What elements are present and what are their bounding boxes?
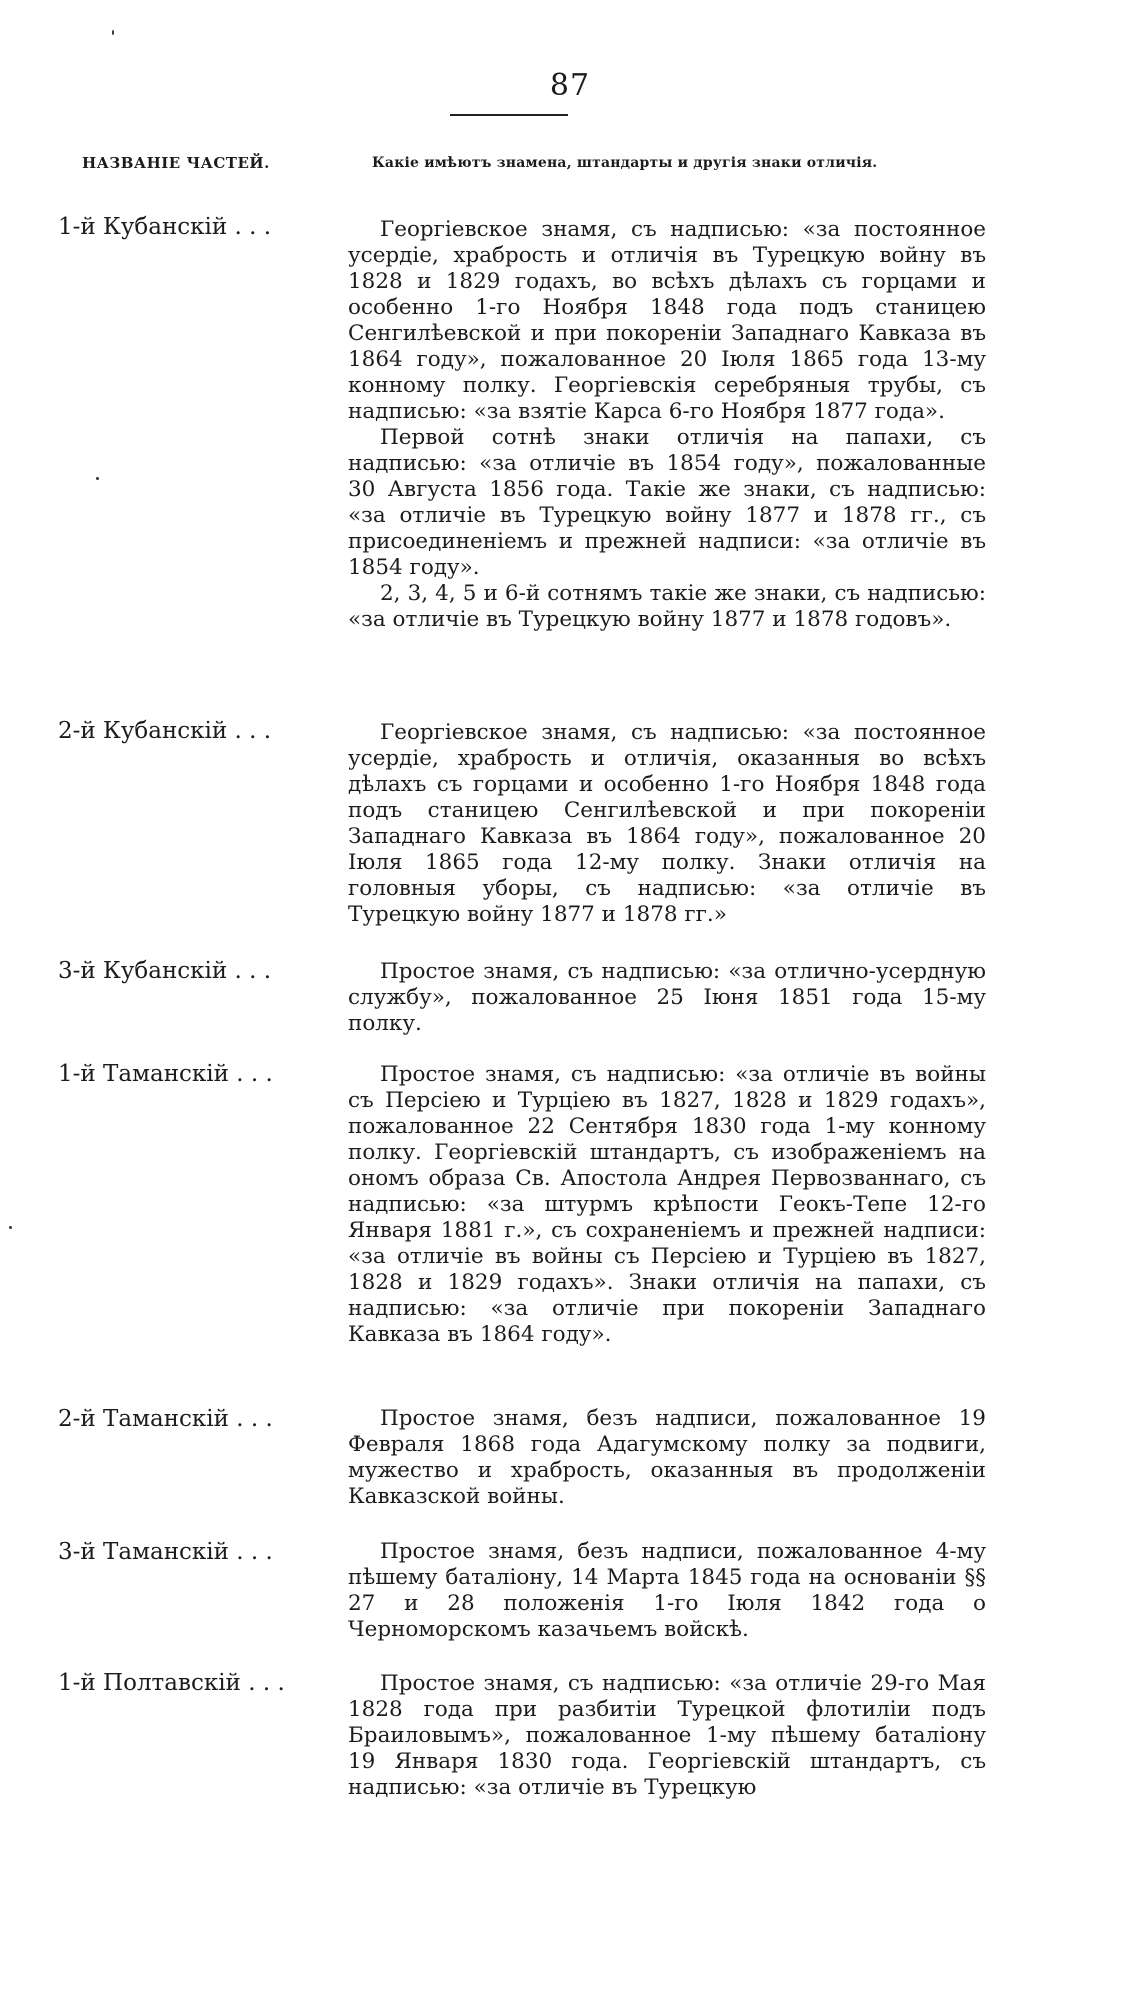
page-number: 87 (549, 68, 591, 103)
unit-name: 1-й Кубанскій . . . (58, 214, 272, 240)
paragraph: Простое знамя, съ надписью: «за отличіе въ войны съ Персіею и Турціею въ 1827, 1828 и 1829 годахъ», пожалованное 22 Сентября 1830 года 1-му конному полку. Георгіевскій штандартъ, съ изображеніемъ на ономъ образа Св. Апостола Андрея Первозваннаго, съ надписью: «за штурмъ крѣпости Геокъ-Тепе 12-го Января 1881 г.», съ сохраненіемъ и прежней надписи: «за отличіе въ войны съ Персіею и Турціею въ 1827, 1828 и 1829 годахъ». Знаки отличія на папахи, съ надписью: «за отличіе при покореніи Западнаго Кавказа въ 1864 году». (348, 1062, 986, 1347)
scan-speck (96, 477, 99, 480)
distinction-text (348, 217, 986, 633)
unit-name: 2-й Кубанскій . . . (58, 718, 272, 744)
paragraph: Простое знамя, безъ надписи, пожалованное 4-му пѣшему баталіону, 14 Марта 1845 года на основаніи §§ 27 и 28 положенія 1-го Іюля 1842 года о Черноморскомъ казачьемъ войскѣ. (348, 1539, 986, 1642)
paragraph: Первой сотнѣ знаки отличія на папахи, съ надписью: «за отличіе въ 1854 году», пожалованные 30 Августа 1856 года. Такіе же знаки, съ надписью: «за отличіе въ Турецкую войну 1877 и 1878 гг., съ присоединеніемъ и прежней надписи: «за отличіе въ 1854 году». (348, 425, 986, 580)
column-header-units: НАЗВАНІЕ ЧАСТЕЙ. (82, 154, 270, 172)
scan-speck (9, 1226, 12, 1229)
paragraph: Простое знамя, съ надписью: «за отлично-усердную службу», пожалованное 25 Іюня 1851 года 15-му полку. (348, 959, 986, 1036)
column-header-distinctions: Какіе имѣютъ знамена, штандарты и другія знаки отличія. (372, 155, 878, 171)
unit-name: 1-й Полтавскій . . . (58, 1670, 285, 1696)
unit-name: 2-й Таманскій . . . (58, 1406, 273, 1432)
paragraph: Простое знамя, безъ надписи, пожалованное 19 Февраля 1868 года Адагумскому полку за подвиги, мужество и храбрость, оказанныя въ продолженіи Кавказской войны. (348, 1406, 986, 1509)
distinction-text (348, 1406, 986, 1510)
paragraph: Георгіевское знамя, съ надписью: «за постоянное усердіе, храбрость и отличія въ Турецкую войну въ 1828 и 1829 годахъ, во всѣхъ дѣлахъ съ горцами и особенно 1-го Ноября 1848 года подъ станицею Сенгилѣевской и при покореніи Западнаго Кавказа въ 1864 году», пожалованное 20 Іюля 1865 года 13-му конному полку. Георгіевскія серебряныя трубы, съ надписью: «за взятіе Карса 6-го Ноября 1877 года». (348, 217, 986, 424)
page-number-rule (450, 114, 568, 116)
unit-name: 1-й Таманскій . . . (58, 1061, 273, 1087)
paragraph: Георгіевское знамя, съ надписью: «за постоянное усердіе, храбрость и отличія, оказанныя во всѣхъ дѣлахъ съ горцами и особенно 1-го Ноября 1848 года подъ станицею Сенгилѣевской и при покореніи Западнаго Кавказа въ 1864 году», пожалованное 20 Іюля 1865 года 12-му полку. Знаки отличія на головныя уборы, съ надписью: «за отличіе въ Турецкую войну 1877 и 1878 гг.» (348, 720, 986, 927)
distinction-text (348, 720, 986, 928)
distinction-text (348, 1062, 986, 1348)
unit-name: 3-й Таманскій . . . (58, 1539, 273, 1565)
paragraph: Простое знамя, съ надписью: «за отличіе 29-го Мая 1828 года при разбитіи Турецкой флотиліи подъ Браиловымъ», пожалованное 1-му пѣшему баталіону 19 Января 1830 года. Георгіевскій штандартъ, съ надписью: «за отличіе въ Турецкую (348, 1671, 986, 1800)
paragraph: 2, 3, 4, 5 и 6-й сотнямъ такіе же знаки, съ надписью: «за отличіе въ Турецкую войну 1877 и 1878 годовъ». (348, 581, 986, 632)
scan-speck (112, 30, 114, 35)
distinction-text (348, 1671, 986, 1801)
unit-name: 3-й Кубанскій . . . (58, 958, 272, 984)
distinction-text (348, 1539, 986, 1643)
distinction-text (348, 959, 986, 1037)
